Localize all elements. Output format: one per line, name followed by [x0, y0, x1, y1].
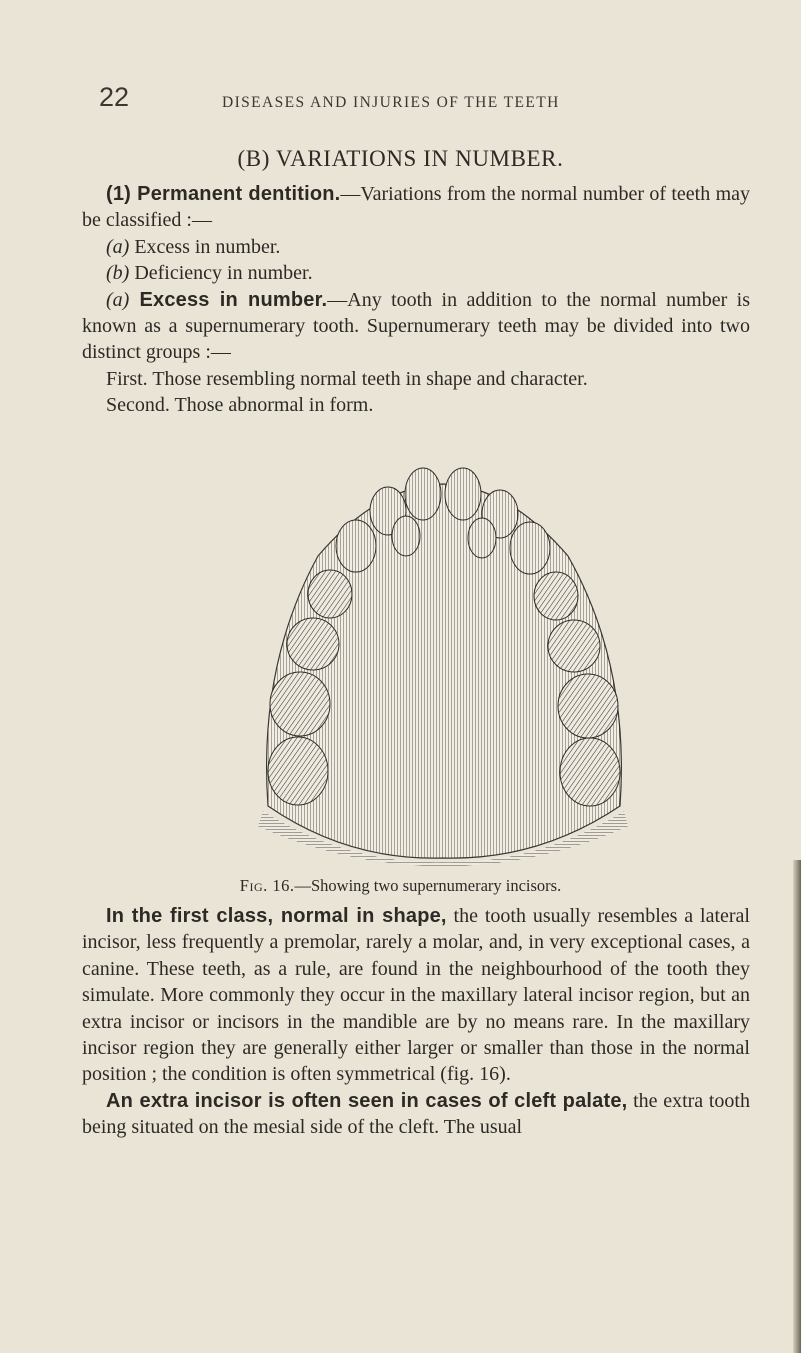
lower-text	[82, 903, 750, 1141]
paragraph-lead: Excess in number.	[129, 288, 328, 311]
paragraph-excess	[82, 287, 750, 366]
page-edge-shadow	[793, 860, 801, 1353]
paragraph-body: the tooth usually resembles a lateral incisor, less frequently a premolar, rarely a molar, and, in very exceptional cases, a canine. These teeth, as a rule, are found in the neighbourhood of the tooth they simulate. More commonly they occur in the maxillary lateral incisor region, but an extra incisor or incisors in the mandible are by no means rare. In the maxillary incisor region they are generally either larger or smaller than those in the normal position ; the condition is often symmetrical (fig. 16).	[82, 905, 750, 1086]
paragraph-body: —Variations from the normal number of teeth may be classified :—	[82, 183, 750, 232]
section-title: (B) VARIATIONS IN NUMBER.	[237, 146, 564, 171]
running-head: DISEASES AND INJURIES OF THE TEETH	[222, 94, 560, 111]
list-marker: (a)	[106, 235, 130, 258]
list-item-excess	[82, 234, 750, 260]
paragraph-lead: An extra incisor is often seen in cases of cleft palate,	[106, 1089, 628, 1112]
paragraph-marker: (a)	[106, 288, 130, 311]
paragraph-body: the extra tooth being situated on the mesial side of the cleft. The usual	[82, 1089, 750, 1139]
figure-caption-text: —Showing two supernumerary incisors.	[294, 876, 562, 895]
paragraph-body: —Any tooth in addition to the normal number is known as a supernumerary tooth. Supernumerary teeth may be divided into two distinct groups :—	[82, 288, 750, 364]
paragraph-lead: In the first class, normal in shape,	[106, 905, 447, 927]
list-text: Excess in number.	[129, 235, 281, 258]
paragraph-cleft-palate	[82, 1088, 750, 1141]
figure-label: Fig. 16.	[239, 876, 295, 895]
paragraph-permanent-dentition	[82, 181, 750, 234]
page-number: 22	[99, 82, 130, 112]
paragraph-first-class	[82, 903, 750, 1088]
paragraph-lead: (1) Permanent dentition.	[106, 183, 341, 205]
figure-caption	[0, 876, 801, 896]
group-first: First. Those resembling normal teeth in shape and character.	[106, 367, 588, 390]
dental-cast-figure	[238, 466, 648, 866]
list-item-deficiency	[82, 260, 750, 286]
upper-text	[82, 181, 750, 419]
list-marker: (b)	[106, 262, 130, 285]
group-second: Second. Those abnormal in form.	[106, 394, 374, 417]
list-text: Deficiency in number.	[129, 262, 313, 285]
